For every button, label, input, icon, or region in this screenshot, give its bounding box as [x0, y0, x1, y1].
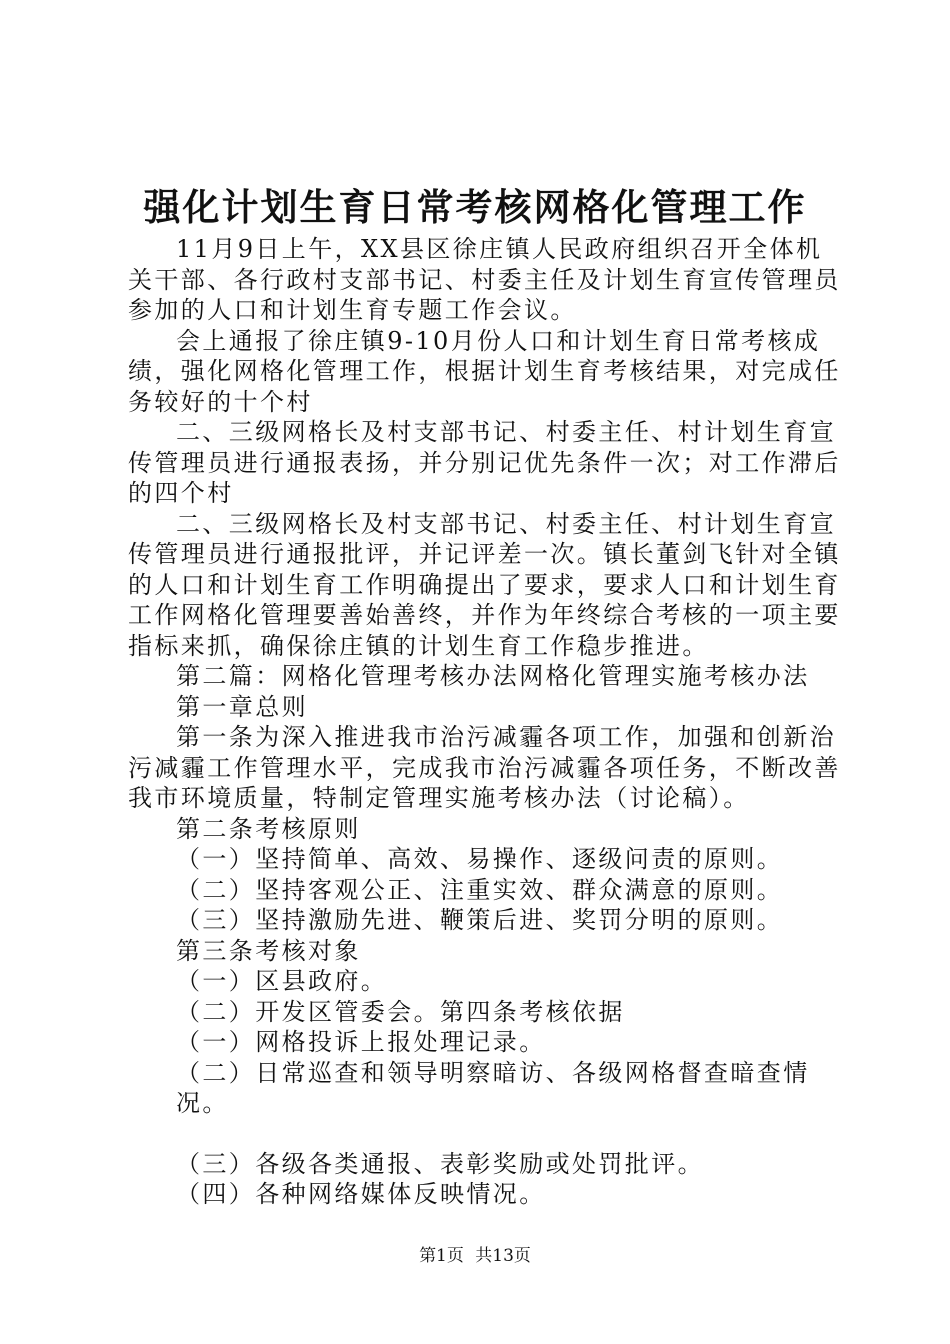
list-item: （一）网格投诉上报处理记录。: [176, 1028, 546, 1056]
document-title: 强化计划生育日常考核网格化管理工作: [143, 185, 807, 229]
list-item: （三）各级各类通报、表彰奖励或处罚批评。: [176, 1149, 704, 1178]
list-item: （二）坚持客观公正、注重实效、群众满意的原则。: [176, 875, 784, 904]
paragraph: 11月9日上午，XX县区徐庄镇人民政府组织召开全体机关干部、各行政村支部书记、村委主任及计划生育宣传管理员参加的人口和计划生育专题工作会议。: [128, 235, 841, 324]
article-heading: 第三条考核对象: [176, 936, 361, 965]
paragraph: 第一条为深入推进我市治污减霾各项工作，加强和创新治污减霾工作管理水平，完成我市治污减霾各项任务，不断改善我市环境质量，特制定管理实施考核办法（讨论稿）。: [128, 723, 841, 812]
page-footer: [0, 1244, 950, 1268]
list-item: （一）区县政府。: [176, 967, 388, 995]
page-total: 共13页: [475, 1246, 531, 1266]
list-item: （二）日常巡查和领导明察暗访、各级网格督查暗查情况。: [176, 1058, 810, 1117]
list-item: （三）坚持激励先进、鞭策后进、奖罚分明的原则。: [176, 906, 784, 934]
list-item: （一）坚持简单、高效、易操作、逐级问责的原则。: [176, 845, 784, 873]
paragraph: 二、三级网格长及村支部书记、村委主任、村计划生育宣传管理员进行通报表扬，并分别记优先条件一次；对工作滞后的四个村: [128, 418, 841, 507]
list-item: （二）开发区管委会。第四条考核依据: [176, 997, 625, 1026]
paragraph: 会上通报了徐庄镇9-10月份人口和计划生育日常考核成绩，强化网格化管理工作，根据计划生育考核结果，对完成任务较好的十个村: [128, 326, 841, 416]
section-heading: 第二篇：网格化管理考核办法网格化管理实施考核办法: [176, 662, 810, 690]
document-body: [128, 234, 848, 1210]
list-item: （四）各种网络媒体反映情况。: [176, 1180, 546, 1208]
paragraph: 二、三级网格长及村支部书记、村委主任、村计划生育宣传管理员进行通报批评，并记评差一次。镇长董剑飞针对全镇的人口和计划生育工作明确提出了要求，要求人口和计划生育工作网格化管理要善始善终，并作为年终综合考核的一项主要指标来抓，确保徐庄镇的计划生育工作稳步推进。: [128, 509, 841, 660]
article-heading: 第二条考核原则: [176, 814, 361, 843]
page-number: 第1页: [419, 1246, 464, 1266]
chapter-heading: 第一章总则: [176, 692, 308, 721]
